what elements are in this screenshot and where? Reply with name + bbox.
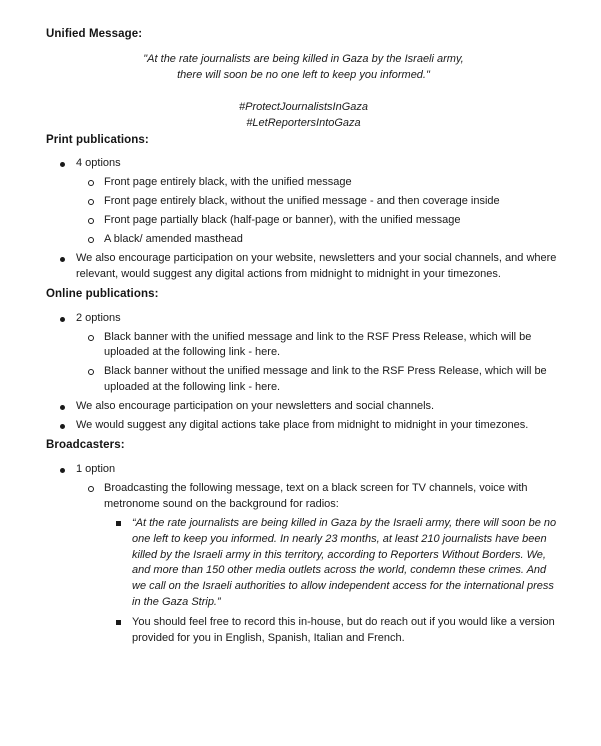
list-item: We would suggest any digital actions take place from midnight to midnight in your timezones. — [46, 418, 561, 434]
online-option-count: 2 options — [76, 311, 121, 324]
unified-message-heading: Unified Message: — [46, 28, 143, 40]
broadcast-option-intro: Broadcasting the following message, text on a black screen for TV channels, voice with metronome sound on the background for radios: — [104, 481, 528, 510]
broadcasters-option-count: 1 option — [76, 462, 116, 475]
online-publications-heading: Online publications: — [46, 287, 159, 300]
list-item — [46, 311, 561, 397]
list-item — [46, 462, 561, 647]
hashtag-let-reporters: #LetReportersIntoGaza — [246, 117, 361, 130]
hashtag-block — [46, 99, 561, 132]
list-item: Black banner with the unified message and link to the RSF Press Release, which will be uploaded at the following link - here. — [76, 330, 561, 362]
broadcast-script-quote: “At the rate journalists are being killed in Gaza by the Israeli army, there will soon be no one left to keep you informed. In nearly 23 months, at least 210 journalists have been killed by the Israeli army in this territory, according to Reporters Without Borders. We, and more than 150 other media outlets across the world, condemn these crimes. And we call on the Israeli authorities to allow independent access for the international press in the Gaza Strip.” — [132, 516, 557, 609]
list-item: Front page entirely black, with the unified message — [76, 175, 561, 191]
broadcasters-list — [46, 462, 561, 647]
online-options-sublist — [76, 330, 561, 397]
print-publications-heading: Print publications: — [46, 133, 149, 146]
broadcast-script-list — [104, 516, 561, 648]
list-item — [46, 156, 561, 248]
list-item: We also encourage participation on your newsletters and social channels. — [46, 399, 561, 415]
list-item: A black/ amended masthead — [76, 232, 561, 248]
online-publications-list — [46, 311, 561, 435]
list-item: Front page partially black (half-page or banner), with the unified message — [76, 213, 561, 229]
print-publications-list — [46, 156, 561, 283]
unified-message-quote — [46, 51, 561, 84]
print-option-count: 4 options — [76, 157, 121, 170]
list-item: We also encourage participation on your website, newsletters and your social channels, and where relevant, would suggest any digital actions from midnight to midnight in your timezones. — [46, 251, 561, 283]
print-options-sublist — [76, 175, 561, 248]
broadcasters-options-sublist — [76, 481, 561, 647]
broadcasters-heading: Broadcasters: — [46, 439, 125, 452]
quote-line-1: "At the rate journalists are being killed in Gaza by the Israeli army, — [143, 52, 464, 65]
list-item: Black banner without the unified message and link to the RSF Press Release, which will be uploaded at the following link - here. — [76, 364, 561, 396]
hashtag-protect-journalists: #ProtectJournalistsInGaza — [238, 100, 368, 113]
broadcast-script-note: You should feel free to record this in-house, but do reach out if you would like a version provided for you in English, Spanish, Italian and French. — [132, 616, 555, 645]
list-item — [104, 516, 561, 612]
list-item — [76, 481, 561, 647]
quote-line-2: there will soon be no one left to keep you informed." — [177, 69, 430, 82]
list-item: Front page entirely black, without the unified message - and then coverage inside — [76, 194, 561, 210]
list-item — [104, 615, 561, 647]
